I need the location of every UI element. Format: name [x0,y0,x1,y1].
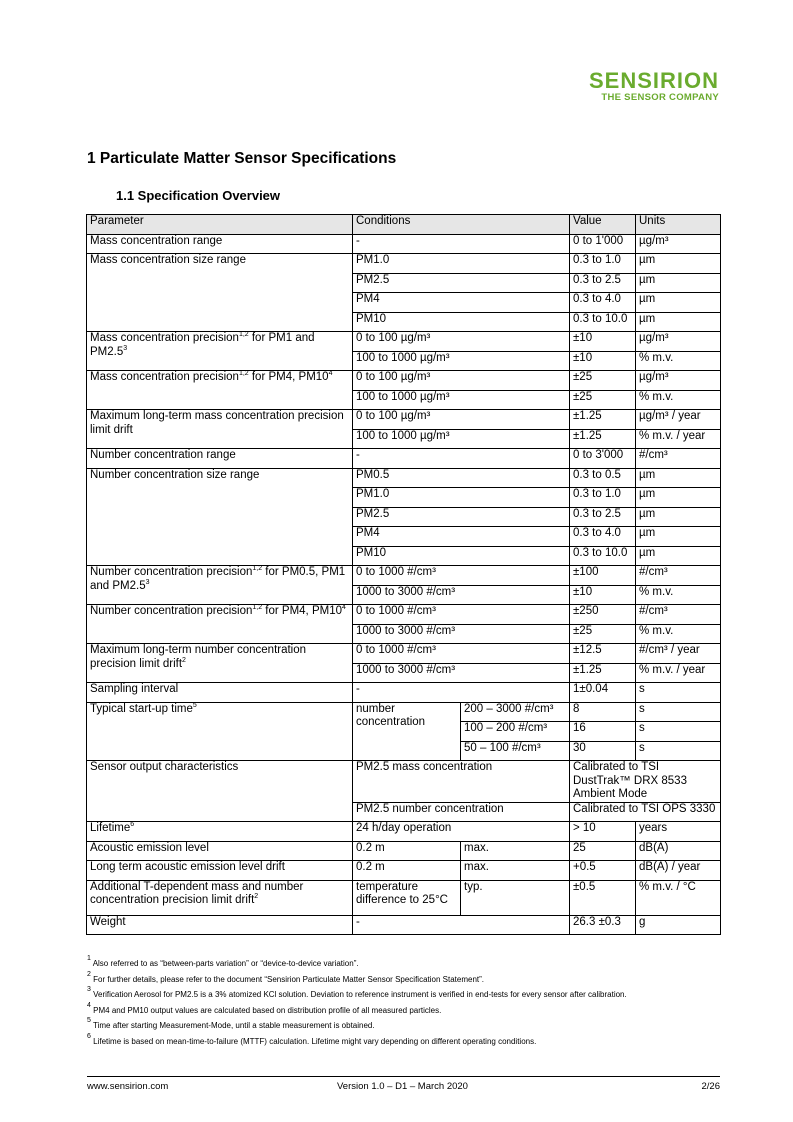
condition-cell: temperature difference to 25°C [353,880,461,915]
footnote-text: For further details, please refer to the document “Sensirion Particulate Matter Sensor Specification Statement”. [93,974,484,984]
param-cell [87,702,353,761]
header-units: Units [636,215,721,235]
condition-cell: PM4 [353,293,570,313]
value-cell: 0.3 to 2.5 [570,507,636,527]
param-cell: Mass concentration size range [87,254,353,332]
table-row [87,605,721,625]
footnote-ref: 3 [123,344,128,352]
value-cell: 0.3 to 10.0 [570,546,636,566]
unit-cell: dB(A) [636,841,721,861]
param-text: Number concentration precision [90,566,253,578]
condition-cell: 100 to 1000 µg/m³ [353,429,570,449]
param-text: Additional T-dependent mass and number concentration precision limit drift [90,880,304,906]
table-row [87,449,721,469]
condition-cell: - [353,449,570,469]
footnote-ref: 2 [254,893,259,900]
table-row [87,861,721,881]
condition-cell: PM2.5 mass concentration [353,761,570,803]
value-cell: 30 [570,741,636,761]
param-text: for PM4, PM10 [248,371,329,383]
value-cell: 0.3 to 4.0 [570,293,636,313]
param-text: for PM1 and PM2.5 [90,332,315,358]
table-row [87,254,721,274]
unit-cell: years [636,822,721,842]
header-conditions: Conditions [353,215,570,235]
table-row [87,410,721,430]
condition-cell: 0 to 1000 #/cm³ [353,605,570,625]
footnote [87,987,627,1003]
footnote-text: PM4 and PM10 output values are calculated based on distribution profile of all measured particles. [93,1005,442,1015]
condition-cell: - [353,234,570,254]
unit-cell: s [636,683,721,703]
footnote-ref: 6 [130,821,135,828]
value-cell: 1±0.04 [570,683,636,703]
table-row [87,371,721,391]
footnote [87,1018,627,1034]
unit-cell: µm [636,273,721,293]
unit-cell: s [636,722,721,742]
footnote-number: 5 [87,1017,91,1024]
value-cell: Calibrated to TSI DustTrak™ DRX 8533 Ambient Mode [570,761,721,803]
condition-cell: 50 – 100 #/cm³ [461,741,570,761]
param-cell: Number concentration size range [87,468,353,566]
param-cell: Sampling interval [87,683,353,703]
footnote-ref: 3 [145,578,150,586]
value-cell: 0 to 1'000 [570,234,636,254]
footnote-number: 2 [87,970,91,978]
table-row [87,683,721,703]
value-cell: 0.3 to 2.5 [570,273,636,293]
condition-cell: 0.2 m [353,841,461,861]
param-text: for PM4, PM10 [262,605,342,617]
value-cell: +0.5 [570,861,636,881]
param-cell: Maximum long-term mass concentration precision limit drift [87,410,353,449]
unit-cell: dB(A) / year [636,861,721,881]
brand-name: SENSIRION [588,68,719,93]
value-cell: 0.3 to 4.0 [570,527,636,547]
param-cell: Acoustic emission level [87,841,353,861]
condition-cell: 0 to 100 µg/m³ [353,410,570,430]
unit-cell: µm [636,312,721,332]
value-cell: Calibrated to TSI OPS 3330 [570,802,721,822]
table-row [87,468,721,488]
unit-cell: #/cm³ [636,605,721,625]
table-row [87,332,721,352]
footnote-ref: 1,2 [252,565,263,572]
footer-website: www.sensirion.com [87,1081,169,1092]
unit-cell: µm [636,293,721,313]
param-cell: Sensor output characteristics [87,761,353,822]
footer-page-number: 2/26 [701,1081,720,1092]
condition-cell: 100 to 1000 µg/m³ [353,390,570,410]
condition-cell: 100 – 200 #/cm³ [461,722,570,742]
param-cell: Weight [87,915,353,935]
condition-cell: PM10 [353,312,570,332]
table-row [87,566,721,586]
condition-cell: PM2.5 number concentration [353,802,570,822]
footnote [87,1003,627,1019]
page-footer [87,1076,720,1092]
footnote-text: Time after starting Measurement-Mode, until a stable measurement is obtained. [92,1021,375,1030]
unit-cell: % m.v. [636,585,721,605]
unit-cell: µg/m³ [636,332,721,352]
spec-table [86,214,721,935]
value-cell: ±0.5 [570,880,636,915]
brand-tagline: THE SENSOR COMPANY [601,92,719,103]
table-row [87,234,721,254]
value-cell: 0.3 to 1.0 [570,488,636,508]
condition-cell: max. [461,841,570,861]
footnote-number: 3 [87,986,91,993]
condition-cell: PM2.5 [353,507,570,527]
condition-cell: - [353,915,570,935]
condition-cell: 0 to 1000 #/cm³ [353,566,570,586]
value-cell: ±12.5 [570,644,636,664]
footnote-ref: 1,2 [238,331,249,338]
value-cell: ±100 [570,566,636,586]
param-text: Maximum long-term number concentration precision limit drift [90,644,307,670]
condition-cell: PM10 [353,546,570,566]
brand-logo [589,70,719,104]
unit-cell: µg/m³ [636,234,721,254]
unit-cell: µm [636,546,721,566]
table-row [87,761,721,803]
condition-cell: 100 to 1000 µg/m³ [353,351,570,371]
param-cell: Mass concentration range [87,234,353,254]
table-row [87,880,721,915]
footnote-ref: 5 [192,701,197,709]
value-cell: ±10 [570,585,636,605]
footnote [87,956,627,972]
condition-cell: PM1.0 [353,254,570,274]
value-cell: ±1.25 [570,410,636,430]
subsection-title: 1.1 Specification Overview [116,188,281,203]
condition-cell: max. [461,861,570,881]
footnote [87,1034,627,1050]
table-row [87,915,721,935]
section-title: 1 Particulate Matter Sensor Specifications [87,150,397,167]
value-cell: ±10 [570,332,636,352]
footnote-text: Verification Aerosol for PM2.5 is a 3% atomized KCl solution. Deviation to reference instrument is verified in end-tests for every sensor after calibration. [93,990,627,999]
unit-cell: #/cm³ / year [636,644,721,664]
table-row [87,822,721,842]
condition-cell: - [353,683,570,703]
condition-cell: 1000 to 3000 #/cm³ [353,624,570,644]
footnote-number: 4 [87,1001,91,1009]
condition-cell: 1000 to 3000 #/cm³ [353,663,570,683]
footnotes [87,956,627,1049]
header-row [87,215,721,235]
condition-cell: PM4 [353,527,570,547]
unit-cell: µg/m³ [636,371,721,391]
footnote-ref: 1,2 [252,604,263,611]
condition-cell: 200 – 3000 #/cm³ [461,702,570,722]
condition-cell: 24 h/day operation [353,822,570,842]
unit-cell: #/cm³ [636,449,721,469]
value-cell: 0 to 3'000 [570,449,636,469]
param-text: Number concentration precision [90,605,253,617]
footnote-number: 6 [87,1032,91,1040]
param-text: Mass concentration precision [90,371,239,383]
unit-cell: % m.v. / year [636,429,721,449]
footer-version: Version 1.0 – D1 – March 2020 [337,1081,468,1092]
param-text: Mass concentration precision [90,332,239,344]
condition-cell: PM2.5 [353,273,570,293]
footnote-number: 1 [87,955,91,962]
value-cell: > 10 [570,822,636,842]
value-cell: ±250 [570,605,636,625]
unit-cell: % m.v. [636,390,721,410]
condition-cell: PM0.5 [353,468,570,488]
footnote-ref: 1,2 [238,370,249,377]
footnote [87,972,627,988]
value-cell: 0.3 to 1.0 [570,254,636,274]
condition-cell: 0.2 m [353,861,461,881]
param-cell [87,822,353,842]
unit-cell: µm [636,527,721,547]
footnote-ref: 4 [341,604,346,611]
unit-cell: % m.v. / year [636,663,721,683]
unit-cell: g [636,915,721,935]
param-cell [87,880,353,915]
param-text: for PM0.5, PM1 and PM2.5 [90,566,346,592]
unit-cell: % m.v. / °C [636,880,721,915]
param-cell [87,644,353,683]
unit-cell: % m.v. [636,351,721,371]
value-cell: 16 [570,722,636,742]
param-text: Typical start-up time [90,702,193,715]
table-row [87,702,721,722]
unit-cell: µm [636,488,721,508]
value-cell: ±1.25 [570,429,636,449]
value-cell: 0.3 to 0.5 [570,468,636,488]
header-value: Value [570,215,636,235]
condition-cell: 0 to 100 µg/m³ [353,371,570,391]
footnote-text: Lifetime is based on mean-time-to-failure (MTTF) calculation. Lifetime might vary depending on different operating conditions. [93,1036,537,1046]
value-cell: ±10 [570,351,636,371]
value-cell: ±25 [570,624,636,644]
unit-cell: #/cm³ [636,566,721,586]
header-parameter: Parameter [87,215,353,235]
unit-cell: s [636,702,721,722]
condition-cell: number concentration [353,702,461,761]
value-cell: 8 [570,702,636,722]
footnote-text: Also referred to as “between-parts variation” or “device-to-device variation”. [92,959,359,968]
value-cell: 26.3 ±0.3 [570,915,636,935]
condition-cell: PM1.0 [353,488,570,508]
param-cell: Number concentration range [87,449,353,469]
unit-cell: µg/m³ / year [636,410,721,430]
footnote-ref: 2 [182,656,186,664]
param-cell [87,566,353,605]
unit-cell: µm [636,254,721,274]
condition-cell: 1000 to 3000 #/cm³ [353,585,570,605]
value-cell: ±1.25 [570,663,636,683]
footnote-ref: 4 [328,370,333,377]
condition-cell: 0 to 100 µg/m³ [353,332,570,352]
param-cell [87,332,353,371]
param-cell [87,605,353,644]
table-row [87,644,721,664]
condition-cell: typ. [461,880,570,915]
unit-cell: µm [636,507,721,527]
unit-cell: µm [636,468,721,488]
param-text: Lifetime [90,822,131,834]
value-cell: 25 [570,841,636,861]
unit-cell: % m.v. [636,624,721,644]
table-row [87,841,721,861]
condition-cell: 0 to 1000 #/cm³ [353,644,570,664]
param-cell [87,371,353,410]
value-cell: ±25 [570,371,636,391]
param-cell: Long term acoustic emission level drift [87,861,353,881]
value-cell: 0.3 to 10.0 [570,312,636,332]
value-cell: ±25 [570,390,636,410]
unit-cell: s [636,741,721,761]
